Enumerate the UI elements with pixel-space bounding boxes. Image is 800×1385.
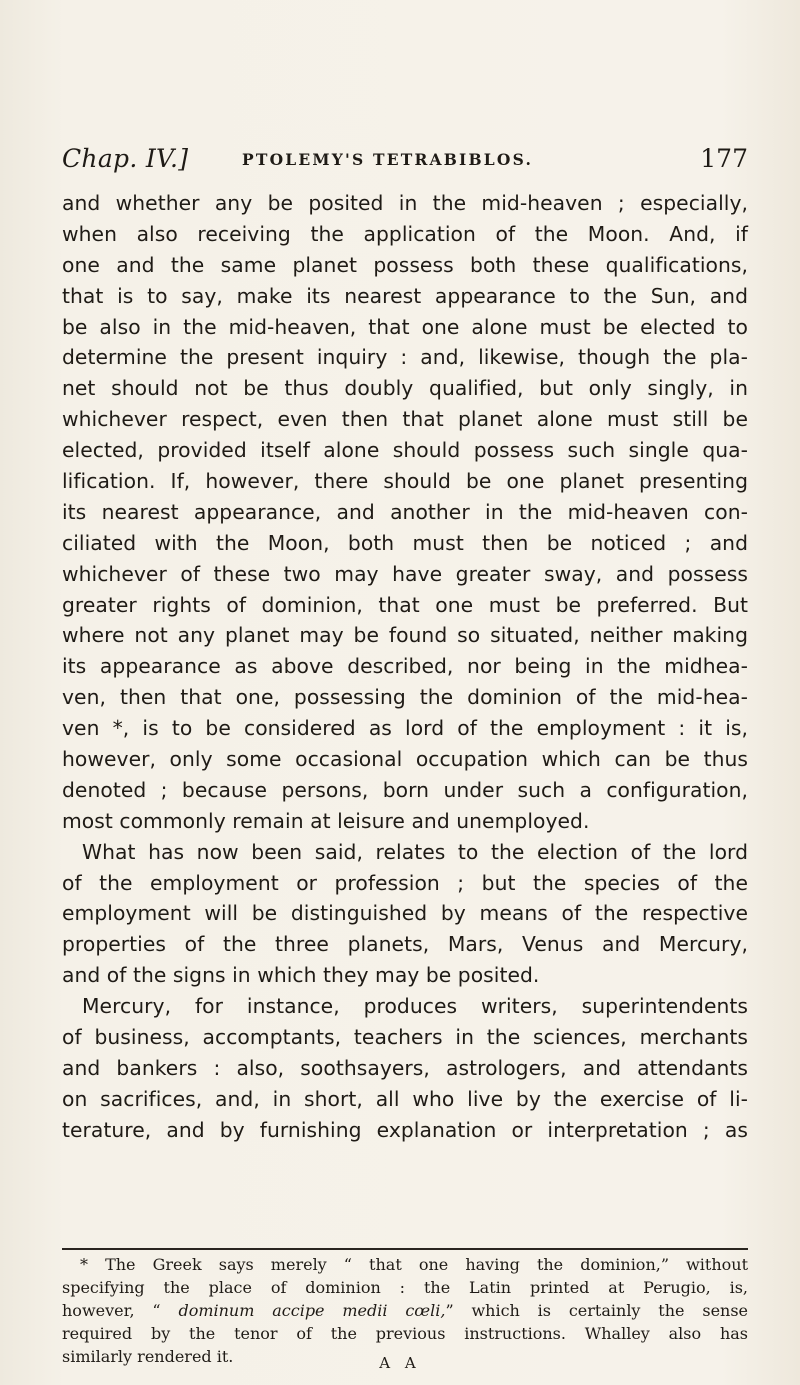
text-line: of the employment or profession ; but the species of the (62, 870, 748, 895)
text-line: its nearest appearance, and another in the mid-heaven con- (62, 499, 748, 524)
text-line: determine the present inquiry : and, likewise, though the pla- (62, 345, 748, 370)
text-line: its appearance as above described, nor being in the midhea- (62, 654, 748, 679)
text-line: lification. If, however, there should be one planet presenting (62, 469, 748, 494)
text-line: where not any planet may be found so situated, neither making (62, 623, 748, 648)
body-text (62, 188, 748, 1146)
text-line: when also receiving the application of the Moon. And, if (62, 221, 748, 246)
text-line: properties of the three planets, Mars, Venus and Mercury, (62, 932, 748, 957)
text-line: denoted ; because persons, born under such a configuration, (62, 777, 748, 802)
text-line: whichever of these two may have greater sway, and possess (62, 561, 748, 586)
text-line: that is to say, make its nearest appearance to the Sun, and (62, 283, 748, 308)
text-line: ven *, is to be considered as lord of the employment : it is, (62, 716, 748, 741)
text-line: and whether any be posited in the mid-heaven ; especially, (62, 191, 748, 215)
text-line: terature, and by furnishing explanation or interpretation ; as (62, 1117, 748, 1142)
paragraph-start-line: Mercury, for instance, produces writers, superintendents (82, 994, 748, 1019)
text-line: be also in the mid-heaven, that one alone must be elected to (62, 314, 748, 339)
footnote-line: * The Greek says merely “ that one having the dominion,” without (80, 1255, 748, 1274)
text-line: elected, provided itself alone should possess such single qua- (62, 438, 748, 463)
signature-mark: A A (379, 1354, 421, 1372)
latin-quote: dominum accipe medii cœli, (178, 1301, 446, 1320)
text-line: net should not be thus doubly qualified, but only singly, in (62, 376, 748, 401)
text-line: on sacrifices, and, in short, all who live by the exercise of li- (62, 1086, 748, 1111)
text-line: employment will be distinguished by means of the respective (62, 901, 748, 926)
text-line: of business, accomptants, teachers in the sciences, merchants (62, 1025, 748, 1050)
text-line: whichever respect, even then that planet alone must still be (62, 407, 748, 432)
footnote-line: specifying the place of dominion : the Latin printed at Perugio, is, (62, 1278, 748, 1297)
text-line: one and the same planet possess both these qualifications, (62, 252, 748, 277)
text-line: ciliated with the Moon, both must then be noticed ; and (62, 530, 748, 555)
footnote-text: ” which is certainly the sense (445, 1301, 749, 1320)
page-number: 177 (700, 144, 748, 173)
footnote-line: required by the tenor of the previous instructions. Whalley also has (62, 1324, 748, 1343)
footnote-divider (62, 1248, 748, 1250)
chapter-label: Chap. IV.] (62, 144, 189, 173)
text-line: and of the signs in which they may be posited. (62, 963, 540, 988)
page-header (62, 144, 748, 184)
text-line: greater rights of dominion, that one must be preferred. But (62, 592, 748, 617)
footnote-line (62, 1299, 748, 1322)
text-line: ven, then that one, possessing the dominion of the mid-hea- (62, 685, 748, 710)
footnote-text: however, “ (62, 1301, 179, 1320)
text-line: and bankers : also, soothsayers, astrologers, and attendants (62, 1055, 748, 1080)
footnote (62, 1253, 748, 1368)
running-title: PTOLEMY'S TETRABIBLOS. (242, 150, 534, 169)
footnote-line: similarly rendered it. (62, 1347, 234, 1366)
text-line: however, only some occasional occupation which can be thus (62, 747, 748, 772)
text-line: most commonly remain at leisure and unemployed. (62, 808, 590, 833)
paragraph-start-line: What has now been said, relates to the election of the lord (82, 839, 748, 864)
